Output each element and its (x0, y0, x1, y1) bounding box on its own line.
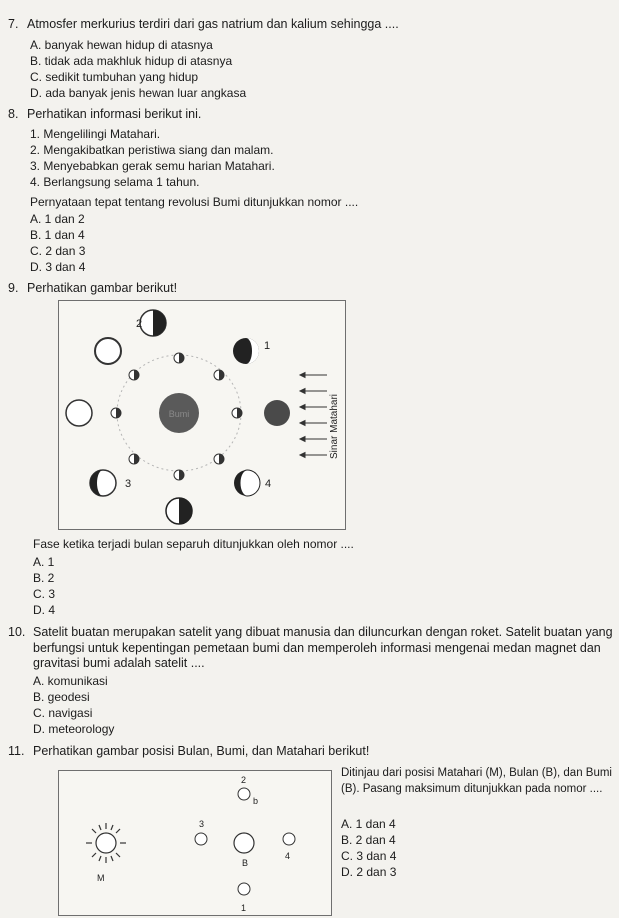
q8-question: Perhatikan informasi berikut ini. (27, 107, 202, 121)
q7-number: 7. (8, 17, 19, 31)
moon-label-b-small: b (253, 796, 259, 806)
moon-label-3: 3 (199, 819, 205, 829)
phase-label-1: 1 (264, 340, 271, 352)
q11-question: Perhatikan gambar posisi Bulan, Bumi, dan Matahari berikut! (33, 744, 370, 758)
phase-label-4: 4 (265, 478, 272, 490)
q8-option-a[interactable]: A. 1 dan 2 (30, 212, 85, 226)
q8-option-c[interactable]: C. 2 dan 3 (30, 244, 86, 258)
q7-option-b[interactable]: B. tidak ada makhluk hidup di atasnya (30, 54, 233, 68)
moon-label-4: 4 (285, 851, 291, 861)
q11-prompt: Ditinjau dari posisi Matahari (M), Bulan (B), dan Bumi (B). Pasang maksimum ditunjukkan pada nomor .... (341, 767, 612, 795)
q10-number: 10. (8, 625, 26, 639)
q8-item-3: 3. Menyebabkan gerak semu harian Matahari. (30, 159, 275, 173)
q11-option-d[interactable]: D. 2 dan 3 (341, 865, 397, 879)
q10-option-d[interactable]: D. meteorology (33, 722, 115, 736)
q8-option-b[interactable]: B. 1 dan 4 (30, 228, 85, 242)
moon-position-4 (283, 833, 295, 845)
q9-question: Perhatikan gambar berikut! (27, 281, 178, 295)
new-moon-circle (95, 338, 121, 364)
q11-number: 11. (8, 744, 25, 758)
sun-label-m: M (97, 873, 105, 883)
moon-phase-figure (58, 300, 346, 530)
earth-label-b: B (242, 858, 249, 868)
q9-option-a[interactable]: A. 1 (33, 555, 55, 569)
q10-option-b[interactable]: B. geodesi (33, 690, 90, 704)
q10-option-c[interactable]: C. navigasi (33, 706, 93, 720)
q8-number: 8. (8, 107, 19, 121)
tide-figure (58, 770, 332, 916)
phase-bottom-moon (179, 498, 192, 524)
q9-prompt: Fase ketika terjadi bulan separuh ditunjukkan oleh nomor .... (33, 537, 354, 551)
q8-item-2: 2. Mengakibatkan peristiwa siang dan malam. (30, 143, 274, 157)
q9-option-c[interactable]: C. 3 (33, 587, 56, 601)
sunlight-arrows (300, 373, 327, 458)
q7-option-d[interactable]: D. ada banyak jenis hewan luar angkasa (30, 86, 247, 100)
dark-moon-circle (264, 400, 290, 426)
q11-option-c[interactable]: C. 3 dan 4 (341, 849, 397, 863)
inner-moon-top (179, 353, 184, 363)
q7-option-a[interactable]: A. banyak hewan hidup di atasnya (30, 38, 213, 52)
sun-icon (86, 823, 126, 863)
moon-label-2: 2 (241, 775, 247, 785)
earth-icon (234, 833, 254, 853)
moon-label-1: 1 (241, 903, 247, 913)
earth-label: Bumi (168, 409, 190, 419)
moon-position-3 (195, 833, 207, 845)
phase-label-2: 2 (136, 318, 143, 330)
q9-number: 9. (8, 281, 19, 295)
q7-question: Atmosfer merkurius terdiri dari gas natrium dan kalium sehingga .... (27, 17, 399, 31)
q9-option-d[interactable]: D. 4 (33, 603, 56, 617)
q11-option-b[interactable]: B. 2 dan 4 (341, 833, 396, 847)
full-moon-circle (66, 400, 92, 426)
q8-prompt: Pernyataan tepat tentang revolusi Bumi ditunjukkan nomor .... (30, 195, 359, 209)
q9-option-b[interactable]: B. 2 (33, 571, 55, 585)
q11-option-a[interactable]: A. 1 dan 4 (341, 817, 396, 831)
sunlight-label: Sinar Matahari (329, 393, 340, 459)
q8-option-d[interactable]: D. 3 dan 4 (30, 260, 86, 274)
q10-question: Satelit buatan merupakan satelit yang dibuat manusia dan diluncurkan dengan roket. Satelit buatan yang berfungsi untuk kepentingan pemetaan bumi dan memperoleh informasi mengenai medan magnet dan gravitasi bumi adalah satelit .... (33, 625, 613, 670)
q8-item-1: 1. Mengelilingi Matahari. (30, 127, 161, 141)
phase-2-moon (153, 310, 166, 336)
q10-option-a[interactable]: A. komunikasi (33, 674, 108, 688)
q7-option-c[interactable]: C. sedikit tumbuhan yang hidup (30, 70, 199, 84)
moon-position-1 (238, 883, 250, 895)
phase-label-3: 3 (125, 478, 132, 490)
phase-4-moon (240, 470, 260, 496)
moon-position-2 (238, 788, 250, 800)
q8-item-4: 4. Berlangsung selama 1 tahun. (30, 175, 200, 189)
